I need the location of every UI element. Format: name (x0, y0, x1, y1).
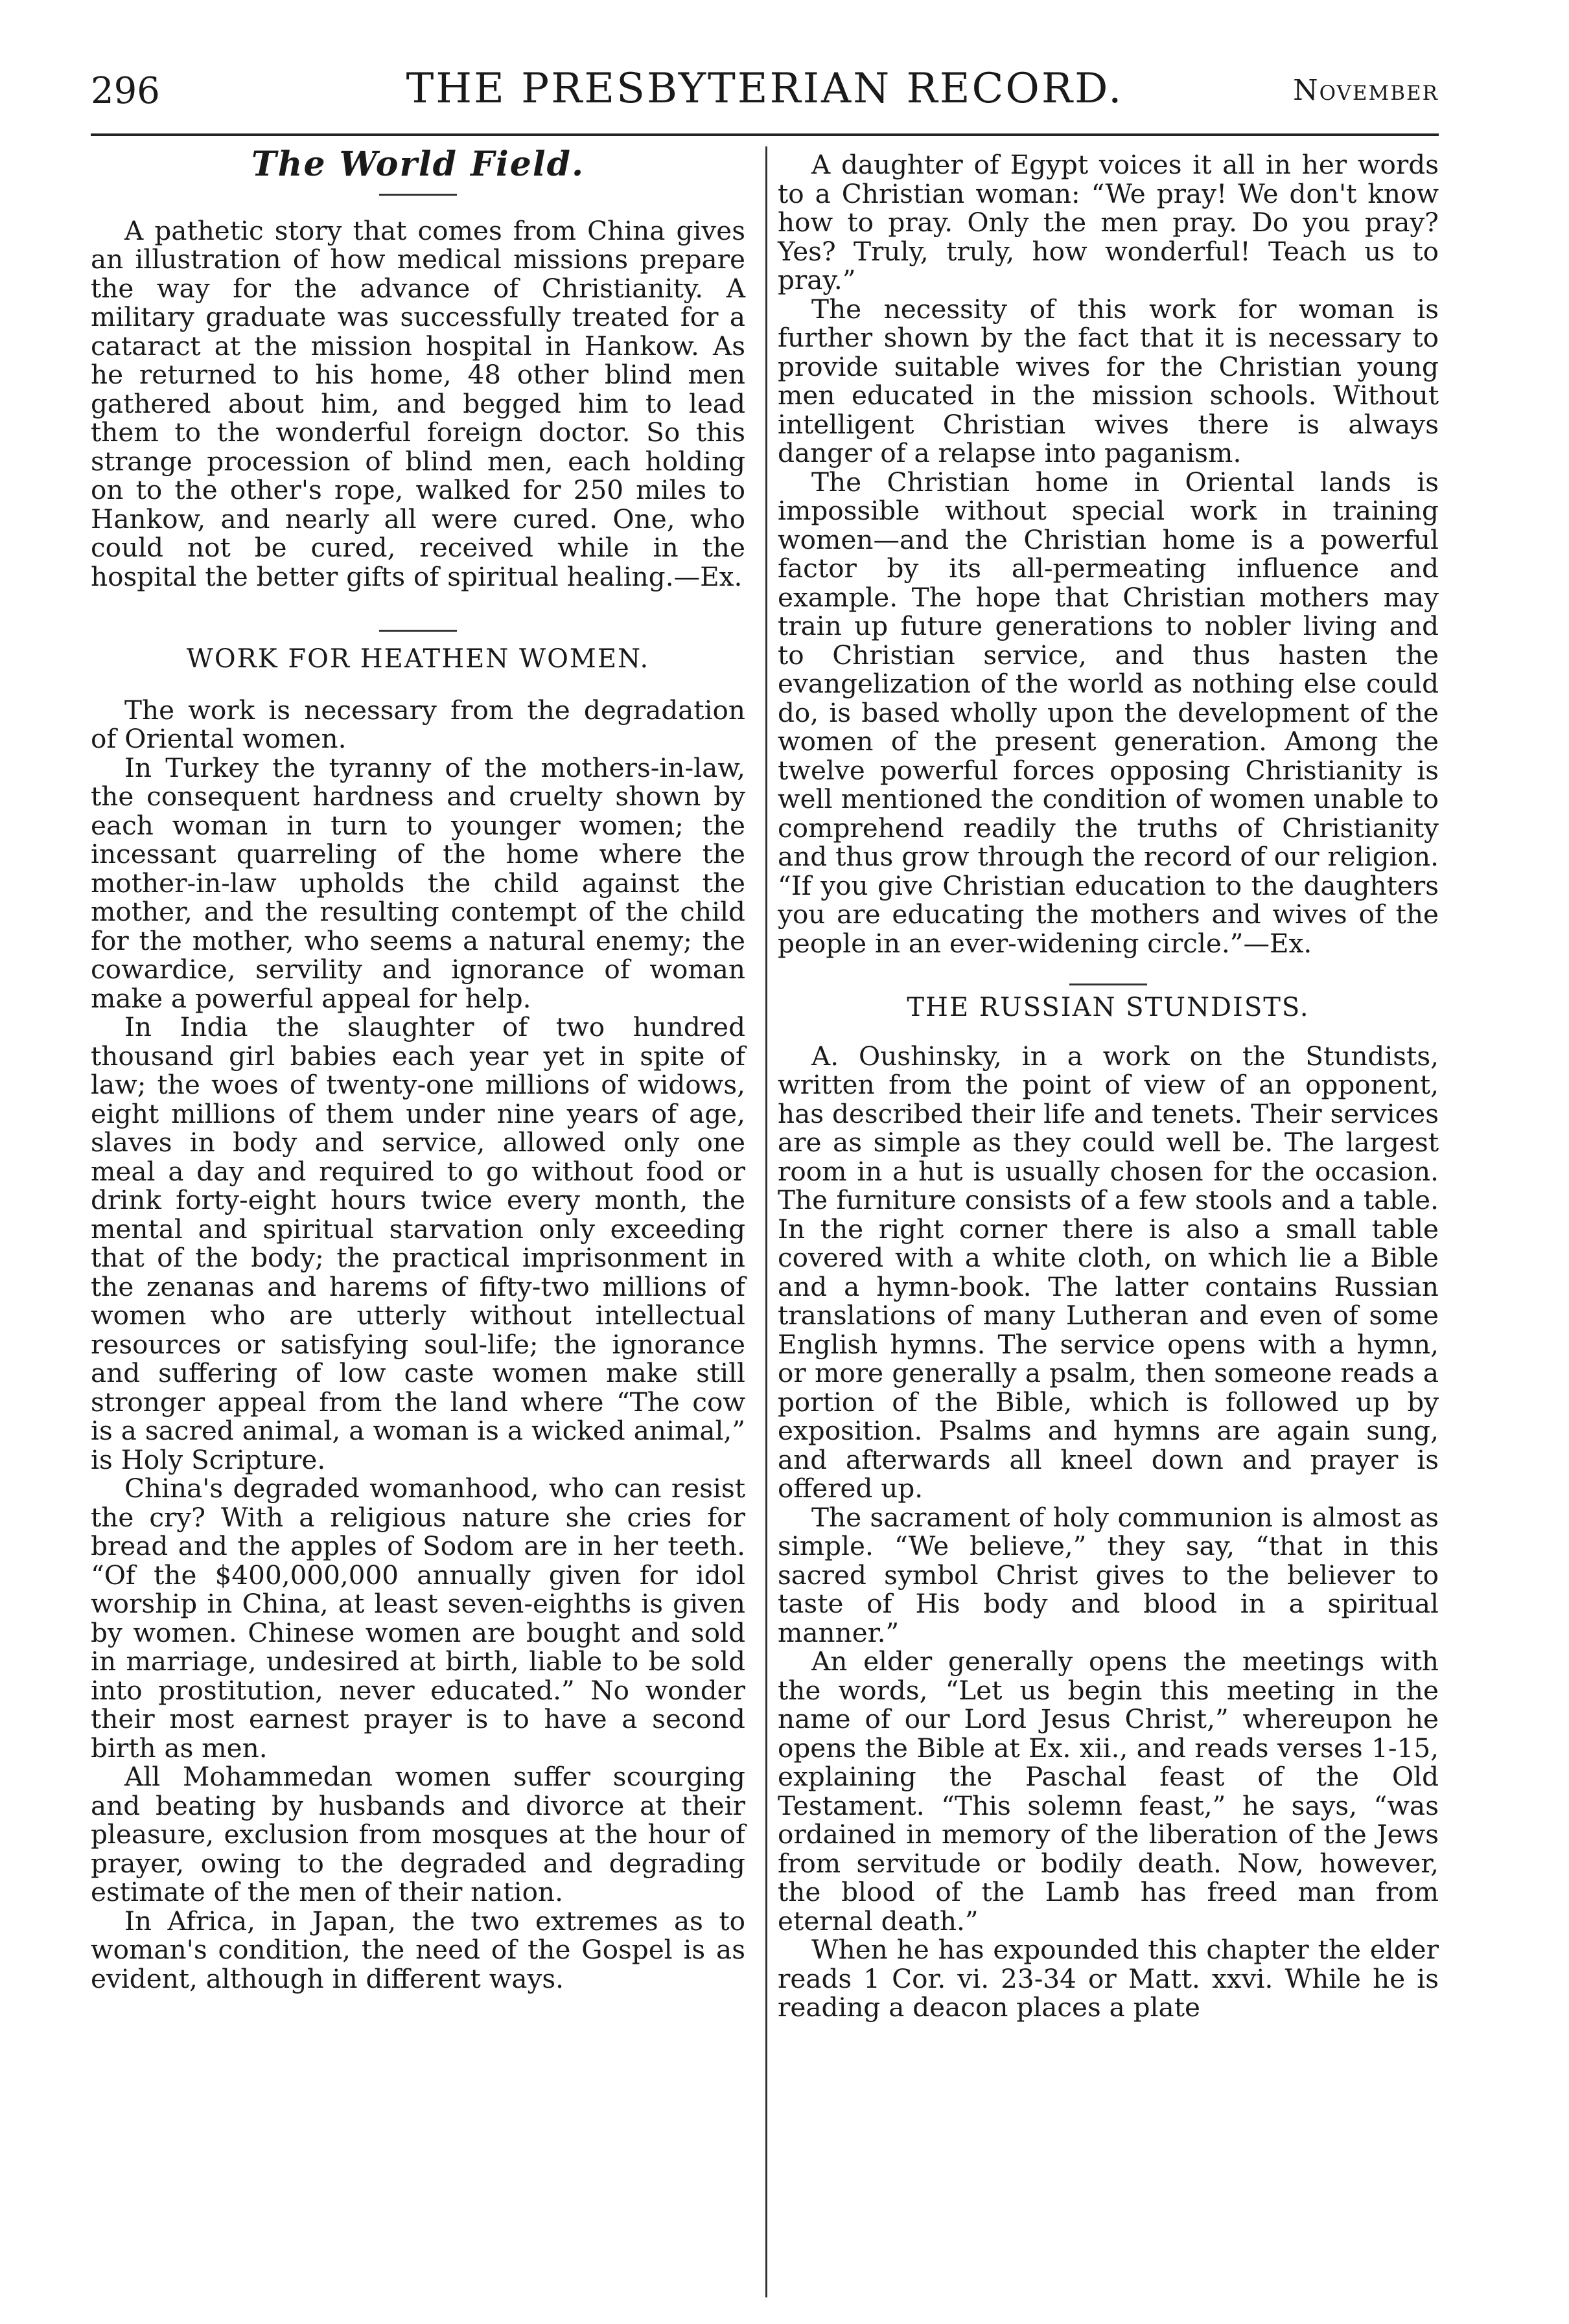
work-heading: WORK FOR HEATHEN WOMEN. (186, 644, 650, 674)
header-rule (91, 133, 1439, 136)
section-title: The World Field. (251, 144, 585, 184)
paragraph: The Christian home in Oriental lands is impossible without special work in training women—and the Christian home is a powerful factor by its all-permeating influence and example. The hope that Christian mothers may train up future generations to nobler living and to Christian service, and thus hasten the evangelization of the world as nothing else could do, is based wholly upon the development of the women of the present generation. Among the twelve powerful forces opposing Christianity is well mentioned the condition of women unable to comprehend readily the truths of Christianity and thus grow through the record of our religion. “If you give Christian education to the daughters you are educating the mothers and wives of the people in an ever-widening circle.”—Ex. (778, 466, 1439, 959)
left-column (91, 144, 745, 1994)
paragraph: The necessity of this work for woman is further shown by the fact that it is necessary to provide suitable wives for the Christian young men educated in the mission schools. Without intelligent Christian wives there is always danger of a relapse into paganism. (778, 293, 1439, 468)
title-rule (379, 194, 457, 196)
paragraph: The work is necessary from the degradation of Oriental women. (91, 694, 745, 754)
paragraph: In Africa, in Japan, the two extremes as to woman's condition, the need of the Gospel is as evident, although in different ways. (91, 1905, 745, 1994)
stundists-heading: THE RUSSIAN STUNDISTS. (907, 993, 1310, 1022)
journal-title: THE PRESBYTERIAN RECORD. (406, 65, 1124, 113)
paragraph: In India the slaughter of two hundred thousand girl babies each year yet in spite of law; the woes of twenty-one millions of widows, eight millions of them under nine years of age, slaves in body and service, allowed only one meal a day and required to go without food or drink forty-eight hours twice every month, the mental and spiritual starvation only exceeding that of the body; the practical imprisonment in the zenanas and harems of fifty-two millions of women who are utterly without intellectual resources or satisfying soul-life; the ignorance and suffering of low caste women make still stronger appeal from the land where “The cow is a sacred animal, a woman is a wicked animal,” is Holy Scripture. (91, 1011, 745, 1475)
paragraph: All Mohammedan women suffer scourging and beating by husbands and divorce at their pleasure, exclusion from mosques at the hour of prayer, owing to the degraded and degrading estimate of the men of their nation. (91, 1761, 745, 1907)
paragraph: A daughter of Egypt voices it all in her words to a Christian woman: “We pray! We don't know how to pray. Only the men pray. Do you pray? Yes? Truly, truly, how wonderful! Teach us to pray.” (778, 149, 1439, 295)
paragraph: China's degraded womanhood, who can resist the cry? With a religious nature she cries for bread and the apples of Sodom are in her teeth. “Of the $400,000,000 annually given for idol worship in China, at least seven-eighths is given by women. Chinese women are bought and sold in marriage, undesired at birth, liable to be sold into prostitution, never educated.” No wonder their most earnest prayer is to have a second birth as men. (91, 1473, 745, 1764)
paragraph: The sacrament of holy communion is almost as simple. “We believe,” they say, “that in this sacred symbol Christ gives to the believer to taste of His body and blood in a spiritual manner.” (778, 1501, 1439, 1648)
section-rule (1069, 984, 1147, 985)
column-divider (765, 146, 767, 2297)
page-header (91, 65, 1439, 123)
right-column (778, 150, 1439, 2022)
china-story: A pathetic story that comes from China gives an illustration of how medical missions prepare the way for the advance of Christianity. A military graduate was successfully treated for a cataract at the mission hospital in Hankow. As he returned to his home, 48 other blind men gathered about him, and begged him to lead them to the wonderful foreign doctor. So this strange procession of blind men, each holding on to the other's rope, walked for 250 miles to Hankow, and nearly all were cured. One, who could not be cured, received while in the hospital the better gifts of spiritual healing.—Ex. (91, 214, 745, 592)
paragraph: A. Oushinsky, in a work on the Stundists, written from the point of view of an opponent, has described their life and tenets. Their services are as simple as they could well be. The largest room in a hut is usually chosen for the occasion. The furniture consists of a few stools and a table. In the right corner there is also a small table covered with a white cloth, on which lie a Bible and a hymn-book. The latter contains Russian translations of many Lutheran and even of some English hymns. The service opens with a hymn, or more generally a psalm, then someone reads a portion of the Bible, which is followed up by exposition. Psalms and hymns are again sung, and afterwards all kneel down and prayer is offered up. (778, 1040, 1439, 1504)
paragraph: An elder generally opens the meetings with the words, “Let us begin this meeting in the name of our Lord Jesus Christ,” whereupon he opens the Bible at Ex. xii., and reads verses 1-15, explaining the Paschal feast of the Old Testament. “This solemn feast,” he says, “was ordained in memory of the liberation of the Jews from servitude or bodily death. Now, however, the blood of the Lamb has freed man from eternal death.” (778, 1646, 1439, 1937)
paragraph: In Turkey the tyranny of the mothers-in-law, the consequent hardness and cruelty shown by each woman in turn to younger women; the incessant quarreling of the home where the mother-in-law upholds the child against the mother, and the resulting contempt of the child for the mother, who seems a natural enemy; the cowardice, servility and ignorance of woman make a powerful appeal for help. (91, 752, 745, 1014)
issue-month: November (1293, 74, 1439, 107)
paragraph: When he has expounded this chapter the elder reads 1 Cor. vi. 23-34 or Matt. xxvi. While he is reading a deacon places a plate (778, 1934, 1439, 2023)
page-number: 296 (91, 70, 160, 112)
section-rule (379, 630, 457, 632)
